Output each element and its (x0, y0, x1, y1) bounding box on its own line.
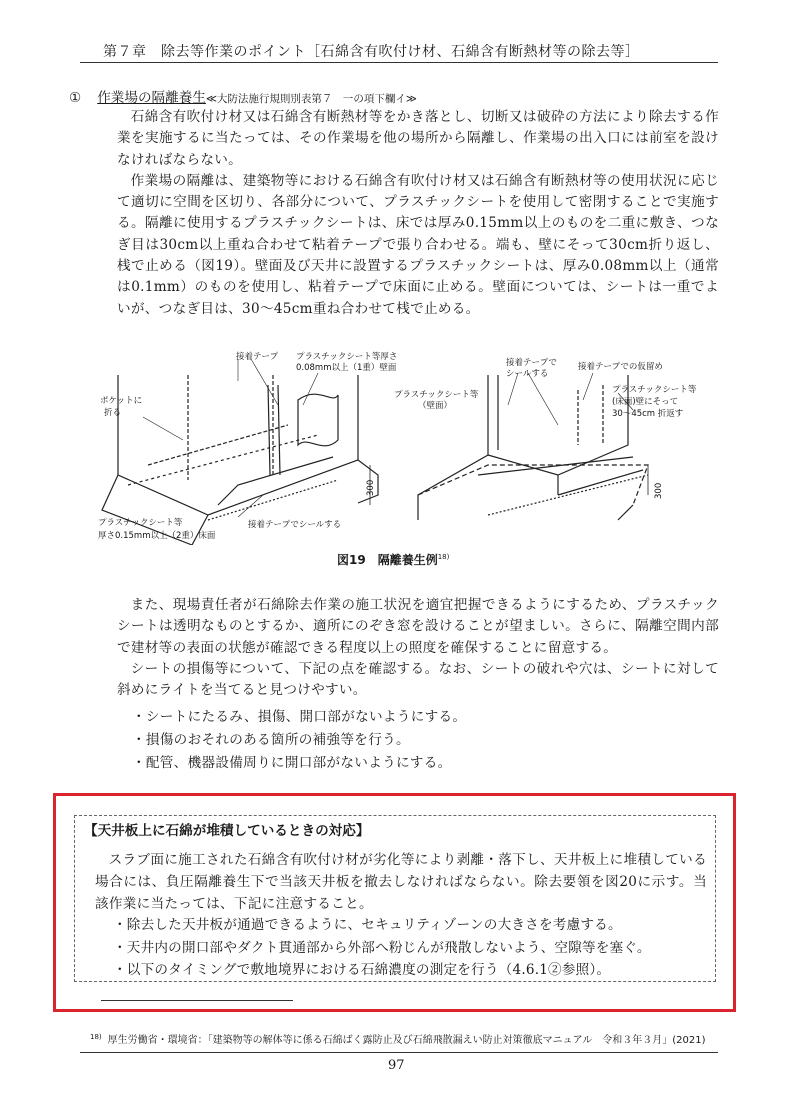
label-right-wall-1: プラスチックシート等 (394, 390, 479, 400)
label-pocket-1: ポケットに (100, 396, 143, 406)
figure-caption-ref: 18) (437, 553, 450, 561)
list-item: ・シートにたるみ、損傷、開口部がないようにする。 (132, 709, 467, 725)
label-dim-left: 300 (366, 479, 376, 496)
footnote (90, 1031, 706, 1046)
label-tape-seal-1: 接着テープで (506, 358, 557, 368)
callout-paragraph: スラブ面に施工された石綿含有吹付け材が劣化等により剥離・落下し、天井板上に堆積している場合には、負圧隔離養生下で当該天井板を撤去しなければならない。除去要領を図20に示す。当該作業に当たっては、下記に注意すること。 (95, 852, 707, 912)
paragraph: 作業場の隔離は、建築物等における石綿含有吹付け材又は石綿含有断熱材等の使用状況に応じて適切に空間を区切り、各部分について、プラスチックシートを使用して密閉することで実施する。隔離に使用するプラスチックシートは、床では厚み0.15mm以上のものを二重に敷き、つなぎ目は30cm以上重ね合わせて粘着テープで張り合わせる。端も、壁にそって30cm折り返し、桟で止める（図19）。壁面及び天井に設置するプラスチックシートは、厚み0.08mm以上（通常は0.1mm）のものを使用し、粘着テープで床面に止める。壁面については、シートは一重でよいが、つなぎ目は、30〜45cm重ね合わせて桟で止める。 (117, 172, 719, 317)
list-item: ・除去した天井板が通過できるように、セキュリティゾーンの大きさを考慮する。 (113, 917, 622, 933)
isolation-diagram (88, 345, 698, 545)
callout-body (95, 849, 707, 915)
callout-title: 【天井板上に石綿が堆積しているときの対応】 (84, 823, 370, 839)
paragraph: 石綿含有吹付け材又は石綿含有断熱材等をかき落とし、切断又は破砕の方法により除去する作業を実施するに当たっては、その作業場を他の場所から隔離し、作業場の出入口には前室を設けなければならない。 (117, 109, 719, 168)
label-tape-seal-2: シールする (506, 369, 549, 379)
callout-list (113, 914, 651, 982)
chapter-header: 第７章 除去等作業のポイント［石綿含有吹付け材、石綿含有断熱材等の除去等］ (103, 44, 640, 60)
section-reference: ≪大防法施行規則別表第７ 一の項下欄イ≫ (205, 93, 417, 105)
paragraph: シートの損傷等について、下記の点を確認する。なお、シートの破れや穴は、シートに対して斜めにライトを当てると見つけやすい。 (117, 660, 719, 699)
label-wall-sheet-1: プラスチックシート等厚さ (296, 352, 398, 362)
footnote-text: 厚生労働省・環境省：「建築物等の解体等に係る石綿ばく露防止及び石綿飛散漏えい防止対策徹底マニュアル 令和３年３月」(2021) (107, 1035, 706, 1046)
list-item: ・損傷のおそれのある箇所の補強等を行う。 (132, 732, 410, 748)
list-item: ・配管、機器設備周りに開口部がないようにする。 (132, 755, 452, 771)
label-pocket-2: 折る (104, 408, 122, 418)
label-right-wall-2: （壁面） (418, 401, 453, 411)
label-wall-sheet-2: 0.08mm以上（1重）壁面 (296, 363, 397, 373)
label-tape: 接着テープ (236, 352, 279, 362)
check-list (132, 706, 466, 775)
label-floor-sheet-1: プラスチックシート等 (98, 518, 183, 528)
body-text-bottom (117, 595, 719, 701)
figure-caption (337, 551, 449, 568)
page-number: 97 (388, 1058, 405, 1073)
footnote-marker: 18) (90, 1032, 102, 1041)
list-item: ・天井内の開口部やダクト貫通部から外部へ粉じんが飛散しないよう、空隙等を塞ぐ。 (113, 939, 651, 956)
paragraph: また、現場責任者が石綿除去作業の施工状況を適宜把握できるようにするため、プラスチックシートは透明なものとするか、適所にのぞき窓を設けることが望ましい。さらに、隔離空間内部で建材等の表面の状態が確認できる程度以上の照度を確保することに留意する。 (117, 597, 719, 656)
label-floor-sheet-2: 厚さ0.15mm以上（2重）床面 (98, 531, 216, 541)
section-title: 作業場の隔離養生 (97, 90, 206, 106)
label-right-floor-3: 30〜45cm 折返す (612, 409, 684, 419)
footer-rule (80, 1052, 718, 1053)
label-seal: 接着テープでシールする (248, 520, 342, 530)
footnote-rule (101, 1000, 293, 1001)
body-text-top (117, 107, 719, 320)
label-temp-fix: 接着テープでの仮留め (578, 362, 663, 372)
label-right-floor-2: (床面)壁にそって (612, 397, 679, 407)
label-dim-right: 300 (654, 482, 664, 499)
header-rule (80, 62, 718, 63)
figure-caption-text: 図19 隔離養生例 (337, 553, 438, 567)
list-item: ・以下のタイミングで敷地境界における石綿濃度の測定を行う（4.6.1②参照）。 (113, 962, 611, 978)
section-heading (69, 86, 417, 106)
section-number: ① (69, 90, 82, 106)
label-right-floor-1: プラスチックシート等 (612, 385, 697, 395)
